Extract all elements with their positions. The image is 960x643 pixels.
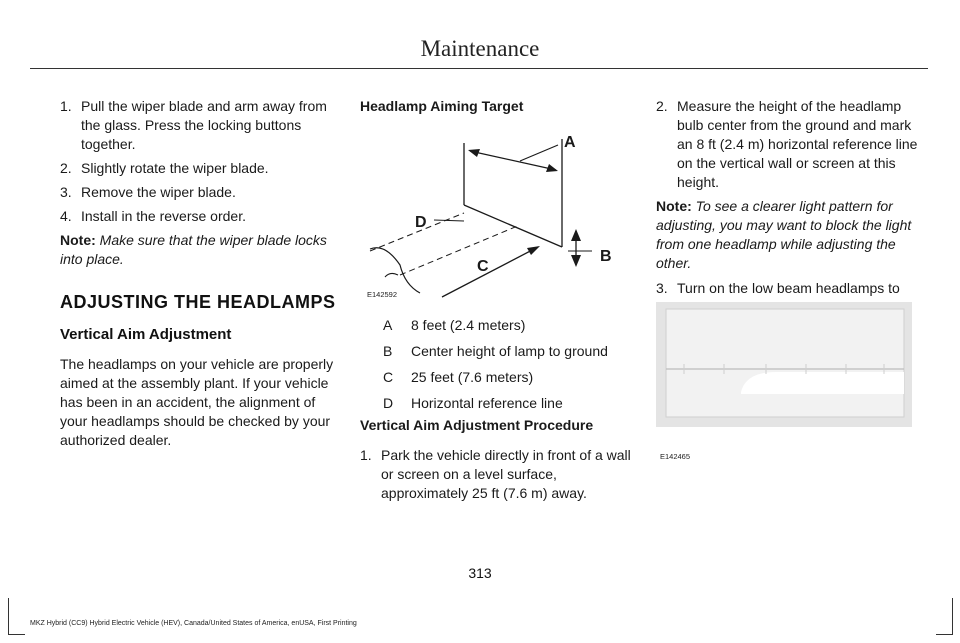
- step-text: Pull the wiper blade and arm away from the glass. Press the locking buttons together.: [81, 98, 327, 152]
- legend-value: Horizontal reference line: [411, 395, 563, 411]
- step-text: Remove the wiper blade.: [81, 184, 236, 200]
- step-text: Park the vehicle directly in front of a wall or screen on a level surface, approximately 25 ft (7.6 m) away.: [381, 447, 631, 501]
- figure-id: E142465: [660, 452, 691, 461]
- legend-key: C: [383, 369, 394, 385]
- legend-key: A: [383, 317, 393, 333]
- legend-row: [383, 316, 633, 335]
- section-heading: ADJUSTING THE HEADLAMPS: [60, 292, 336, 312]
- step-number: 3.: [60, 184, 72, 200]
- procedure-heading: Vertical Aim Adjustment Procedure: [360, 417, 594, 433]
- step-number: 3.: [656, 280, 668, 296]
- footer-text: MKZ Hybrid (CC9) Hybrid Electric Vehicle (HEV), Canada/United States of America, enUSA, First Printing: [30, 620, 357, 627]
- figure-id: E142592: [367, 290, 398, 299]
- step-number: 4.: [60, 208, 72, 224]
- figure-label-a: A: [564, 134, 576, 151]
- crop-mark-left: [8, 598, 25, 635]
- step-number: 1.: [360, 447, 372, 463]
- crop-mark-right: [936, 598, 953, 635]
- legend-key: B: [383, 343, 393, 359]
- step-2-measure: [656, 97, 930, 192]
- figure-label-b: B: [600, 248, 612, 265]
- step-text: Install in the reverse order.: [81, 208, 246, 224]
- note: [60, 231, 340, 269]
- legend: [383, 316, 633, 420]
- note-text: Make sure that the wiper blade locks into place.: [60, 232, 327, 267]
- legend-value: Center height of lamp to ground: [411, 343, 608, 359]
- legend-value: 25 feet (7.6 meters): [411, 369, 534, 385]
- step-text: Measure the height of the headlamp bulb center from the ground and mark an 8 ft (2.4 m) horizontal reference line on the vertical wall or screen at this height.: [677, 98, 918, 190]
- step-2: [60, 159, 340, 178]
- legend-row: [383, 342, 633, 361]
- note: [656, 197, 930, 273]
- header-rule: [30, 68, 928, 69]
- page-number: 313: [468, 565, 492, 581]
- left-column: [60, 97, 340, 450]
- light-pattern-figure: [656, 302, 912, 462]
- legend-row: [383, 368, 633, 387]
- note-label: Note:: [60, 232, 96, 248]
- headlamp-aiming-target-figure: [360, 125, 620, 300]
- figure-label-d: D: [415, 214, 427, 231]
- figure-title: Headlamp Aiming Target: [360, 98, 524, 114]
- procedure-step-1: [360, 446, 632, 503]
- step-3: [60, 183, 340, 202]
- step-number: 2.: [60, 160, 72, 176]
- step-number: 1.: [60, 98, 72, 114]
- step-text: Turn on the low beam headlamps to: [677, 280, 900, 296]
- legend-row: [383, 394, 633, 413]
- step-text: Slightly rotate the wiper blade.: [81, 160, 269, 176]
- legend-key: D: [383, 395, 394, 411]
- step-1: [60, 97, 340, 154]
- note-label: Note:: [656, 198, 692, 214]
- procedure: [360, 416, 632, 508]
- figure-label-c: C: [477, 258, 489, 275]
- step-4: [60, 207, 340, 226]
- paragraph: The headlamps on your vehicle are properly aimed at the assembly plant. If your vehicle has been in an accident, the alignment of your headlamps should be checked by your authorized dealer.: [60, 356, 334, 448]
- sub-heading: Vertical Aim Adjustment: [60, 326, 232, 343]
- legend-value: 8 feet (2.4 meters): [411, 317, 526, 333]
- note-text: To see a clearer light pattern for adjusting, you may want to block the light from one headlamp while adjusting the other.: [656, 198, 912, 271]
- step-number: 2.: [656, 98, 668, 114]
- page-header-title: Maintenance: [420, 36, 540, 61]
